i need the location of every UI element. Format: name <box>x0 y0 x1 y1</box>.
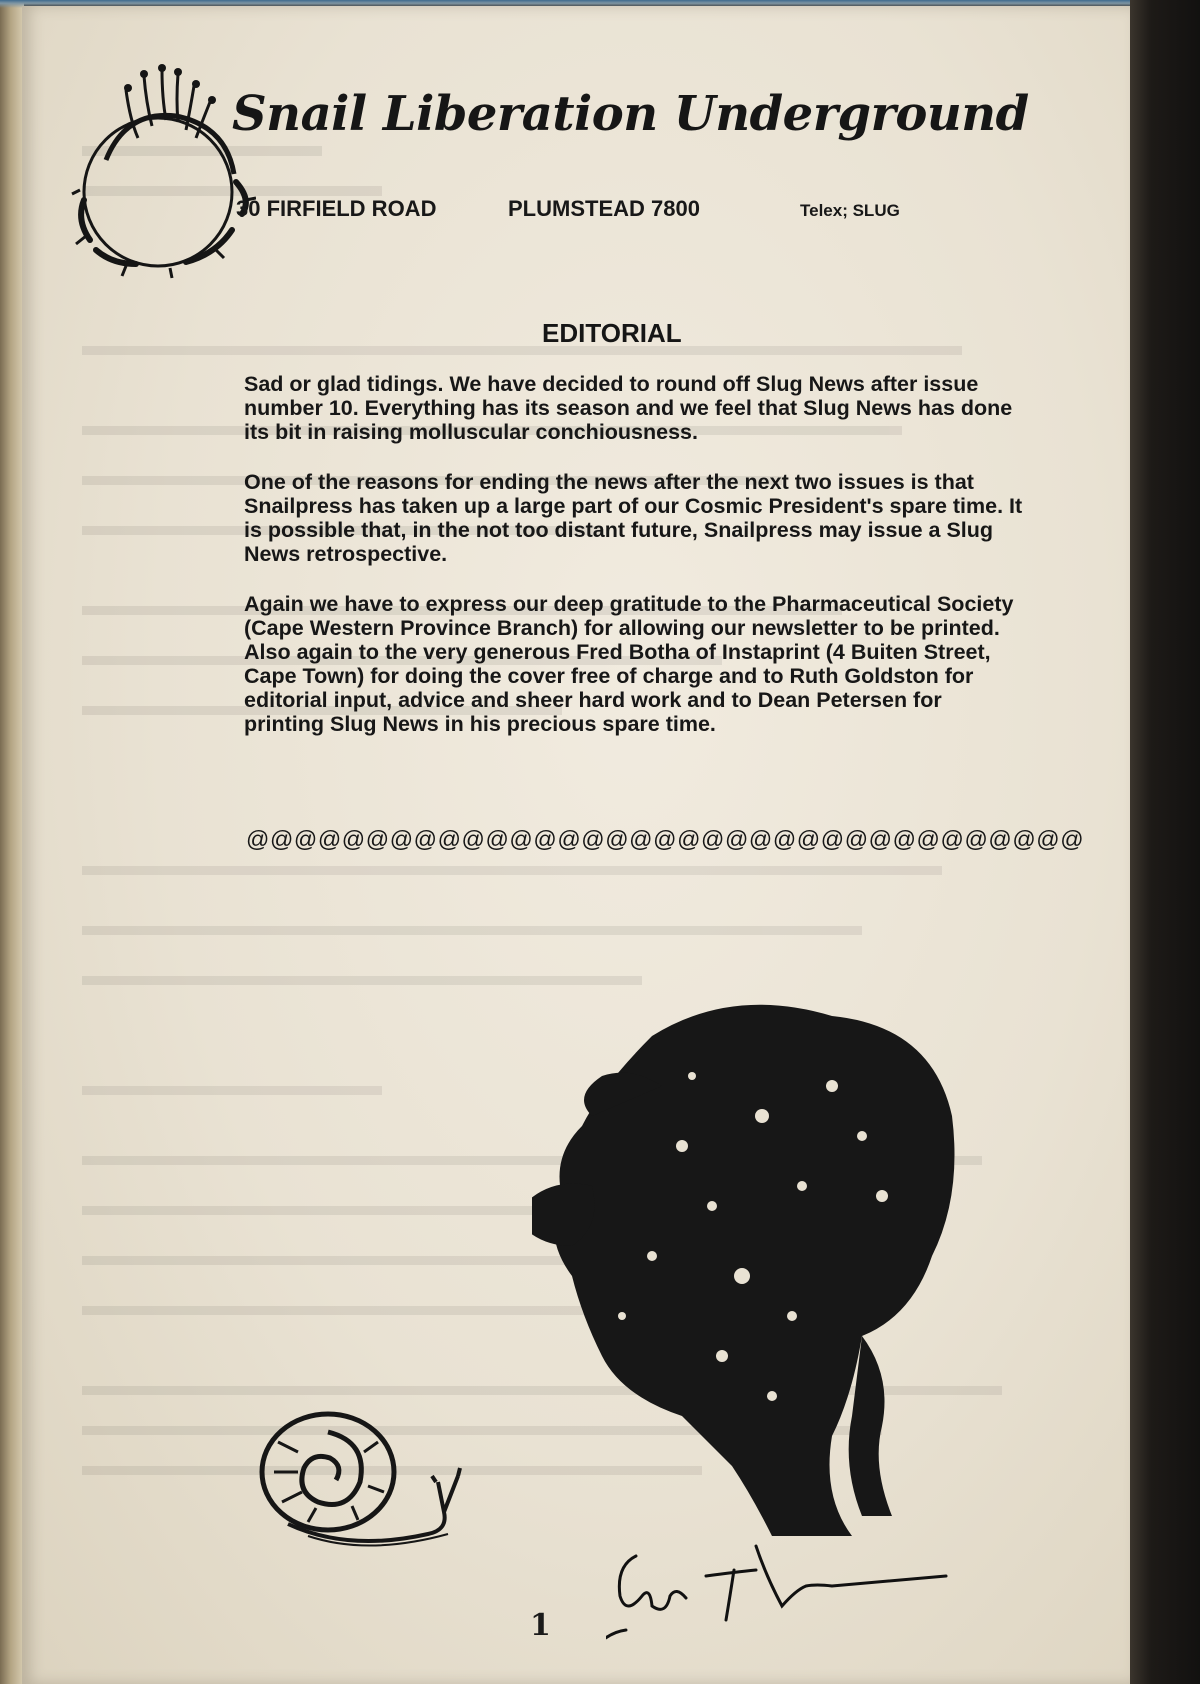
snail-drawing-icon <box>248 1402 498 1562</box>
town-postcode: PLUMSTEAD 7800 <box>508 196 700 221</box>
address: 30 FIRFIELD ROAD <box>236 196 437 221</box>
editorial-paragraph: Sad or glad tidings. We have decided to round off Slug News after issue number 10. Everything has its season and we feel that Slug News has done its bit in raising molluscular conchiousness. <box>244 372 1013 444</box>
editorial-body <box>244 372 1024 762</box>
masthead-title: Snail Liberation Underground <box>232 86 1029 142</box>
handwritten-signature <box>606 1536 966 1656</box>
dark-background-edge <box>1130 0 1200 1684</box>
telex: Telex; SLUG <box>800 201 900 220</box>
editorial-paragraph: One of the reasons for ending the news after the next two issues is that Snailpress has taken up a large part of our Cosmic President's spare time. It is possible that, in the not too distant future, Snailpress may issue a Slug News retrospective. <box>244 470 1023 566</box>
at-sign-separator: @@@@@@@@@@@@@@@@@@@@@@@@@@@@@@@@@@@ <box>246 826 1085 852</box>
editorial-paragraph: Again we have to express our deep gratitude to the Pharmaceutical Society (Cape Western Province Branch) for allowing our newsletter to be printed. Also again to the very generous Fred Botha of Instaprint (4 Buiten Street, Cape Town) for doing the cover free of charge and to Ruth Goldston for editorial input, advice and sheer hard work and to Dean Petersen for printing Slug News in his precious spare time. <box>244 592 1014 736</box>
page-number: 1 <box>530 1608 551 1643</box>
ink-portrait-illustration <box>532 996 1032 1536</box>
book-spine-edge <box>0 0 24 1684</box>
paper-page <box>22 6 1130 1684</box>
editorial-heading: EDITORIAL <box>542 318 682 348</box>
snail-shell-spiral-icon <box>66 50 256 280</box>
